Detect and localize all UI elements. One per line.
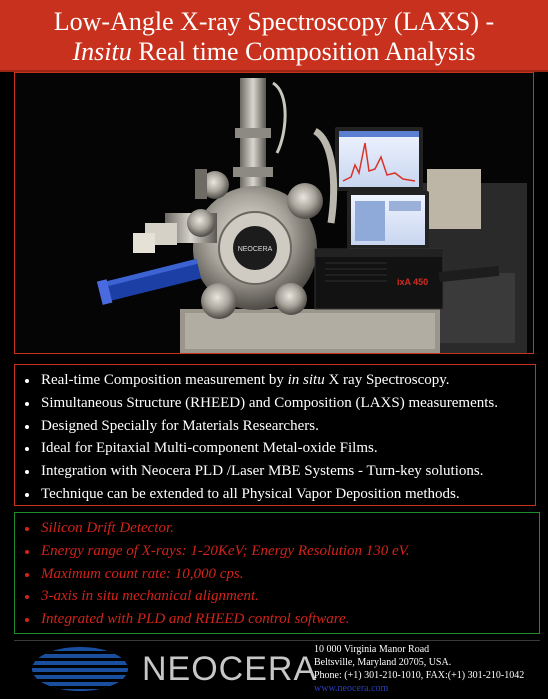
emphasis: in situ bbox=[287, 372, 325, 388]
website-link[interactable]: www.neocera.com bbox=[314, 683, 389, 694]
spec-item: 3-axis in situ mechanical alignment. bbox=[15, 585, 539, 608]
feature-item: Real-time Composition measurement by in situ X ray Spectroscopy. bbox=[15, 369, 535, 392]
spec-item: Maximum count rate: 10,000 cps. bbox=[15, 563, 539, 586]
feature-item: Ideal for Epitaxial Multi-component Metal-oxide Films. bbox=[15, 437, 535, 460]
instrument-label: ixA 450 bbox=[397, 277, 429, 287]
feature-item: Designed Specially for Materials Researchers. bbox=[15, 415, 535, 438]
title-italic-word: Insitu bbox=[72, 37, 132, 66]
spec-list bbox=[14, 512, 540, 634]
feature-item: Integration with Neocera PLD /Laser MBE Systems - Turn-key solutions. bbox=[15, 460, 535, 483]
spec-item: Silicon Drift Detector. bbox=[15, 517, 539, 540]
address-city: Beltsville, Maryland 20705, USA. bbox=[314, 657, 452, 668]
feature-list bbox=[14, 364, 536, 506]
address-street: 10 000 Virginia Manor Road bbox=[314, 644, 430, 655]
address-phone-fax: Phone: (+1) 301-210-1010, FAX:(+1) 301-210-1042 bbox=[314, 670, 525, 681]
title-banner bbox=[0, 0, 548, 72]
title-line-2-rest: Real time Composition Analysis bbox=[131, 37, 476, 66]
feature-item: Simultaneous Structure (RHEED) and Composition (LAXS) measurements. bbox=[15, 392, 535, 415]
feature-item: Technique can be extended to all Physical Vapor Deposition methods. bbox=[15, 483, 535, 506]
neocera-globe-icon bbox=[30, 645, 130, 693]
company-address bbox=[314, 643, 524, 695]
instrument-photo bbox=[14, 72, 534, 354]
badge-text: NEOCERA bbox=[237, 246, 273, 253]
spec-item: Integrated with PLD and RHEED control software. bbox=[15, 608, 539, 631]
title-line-1: Low-Angle X-ray Spectroscopy (LAXS) - bbox=[53, 7, 495, 36]
spec-item: Energy range of X-rays: 1-20KeV; Energy Resolution 130 eV. bbox=[15, 540, 539, 563]
footer bbox=[14, 640, 540, 697]
title-line-2 bbox=[0, 37, 548, 67]
instrument-illustration bbox=[15, 73, 533, 353]
neocera-logo-text: NEOCERA bbox=[142, 650, 318, 688]
